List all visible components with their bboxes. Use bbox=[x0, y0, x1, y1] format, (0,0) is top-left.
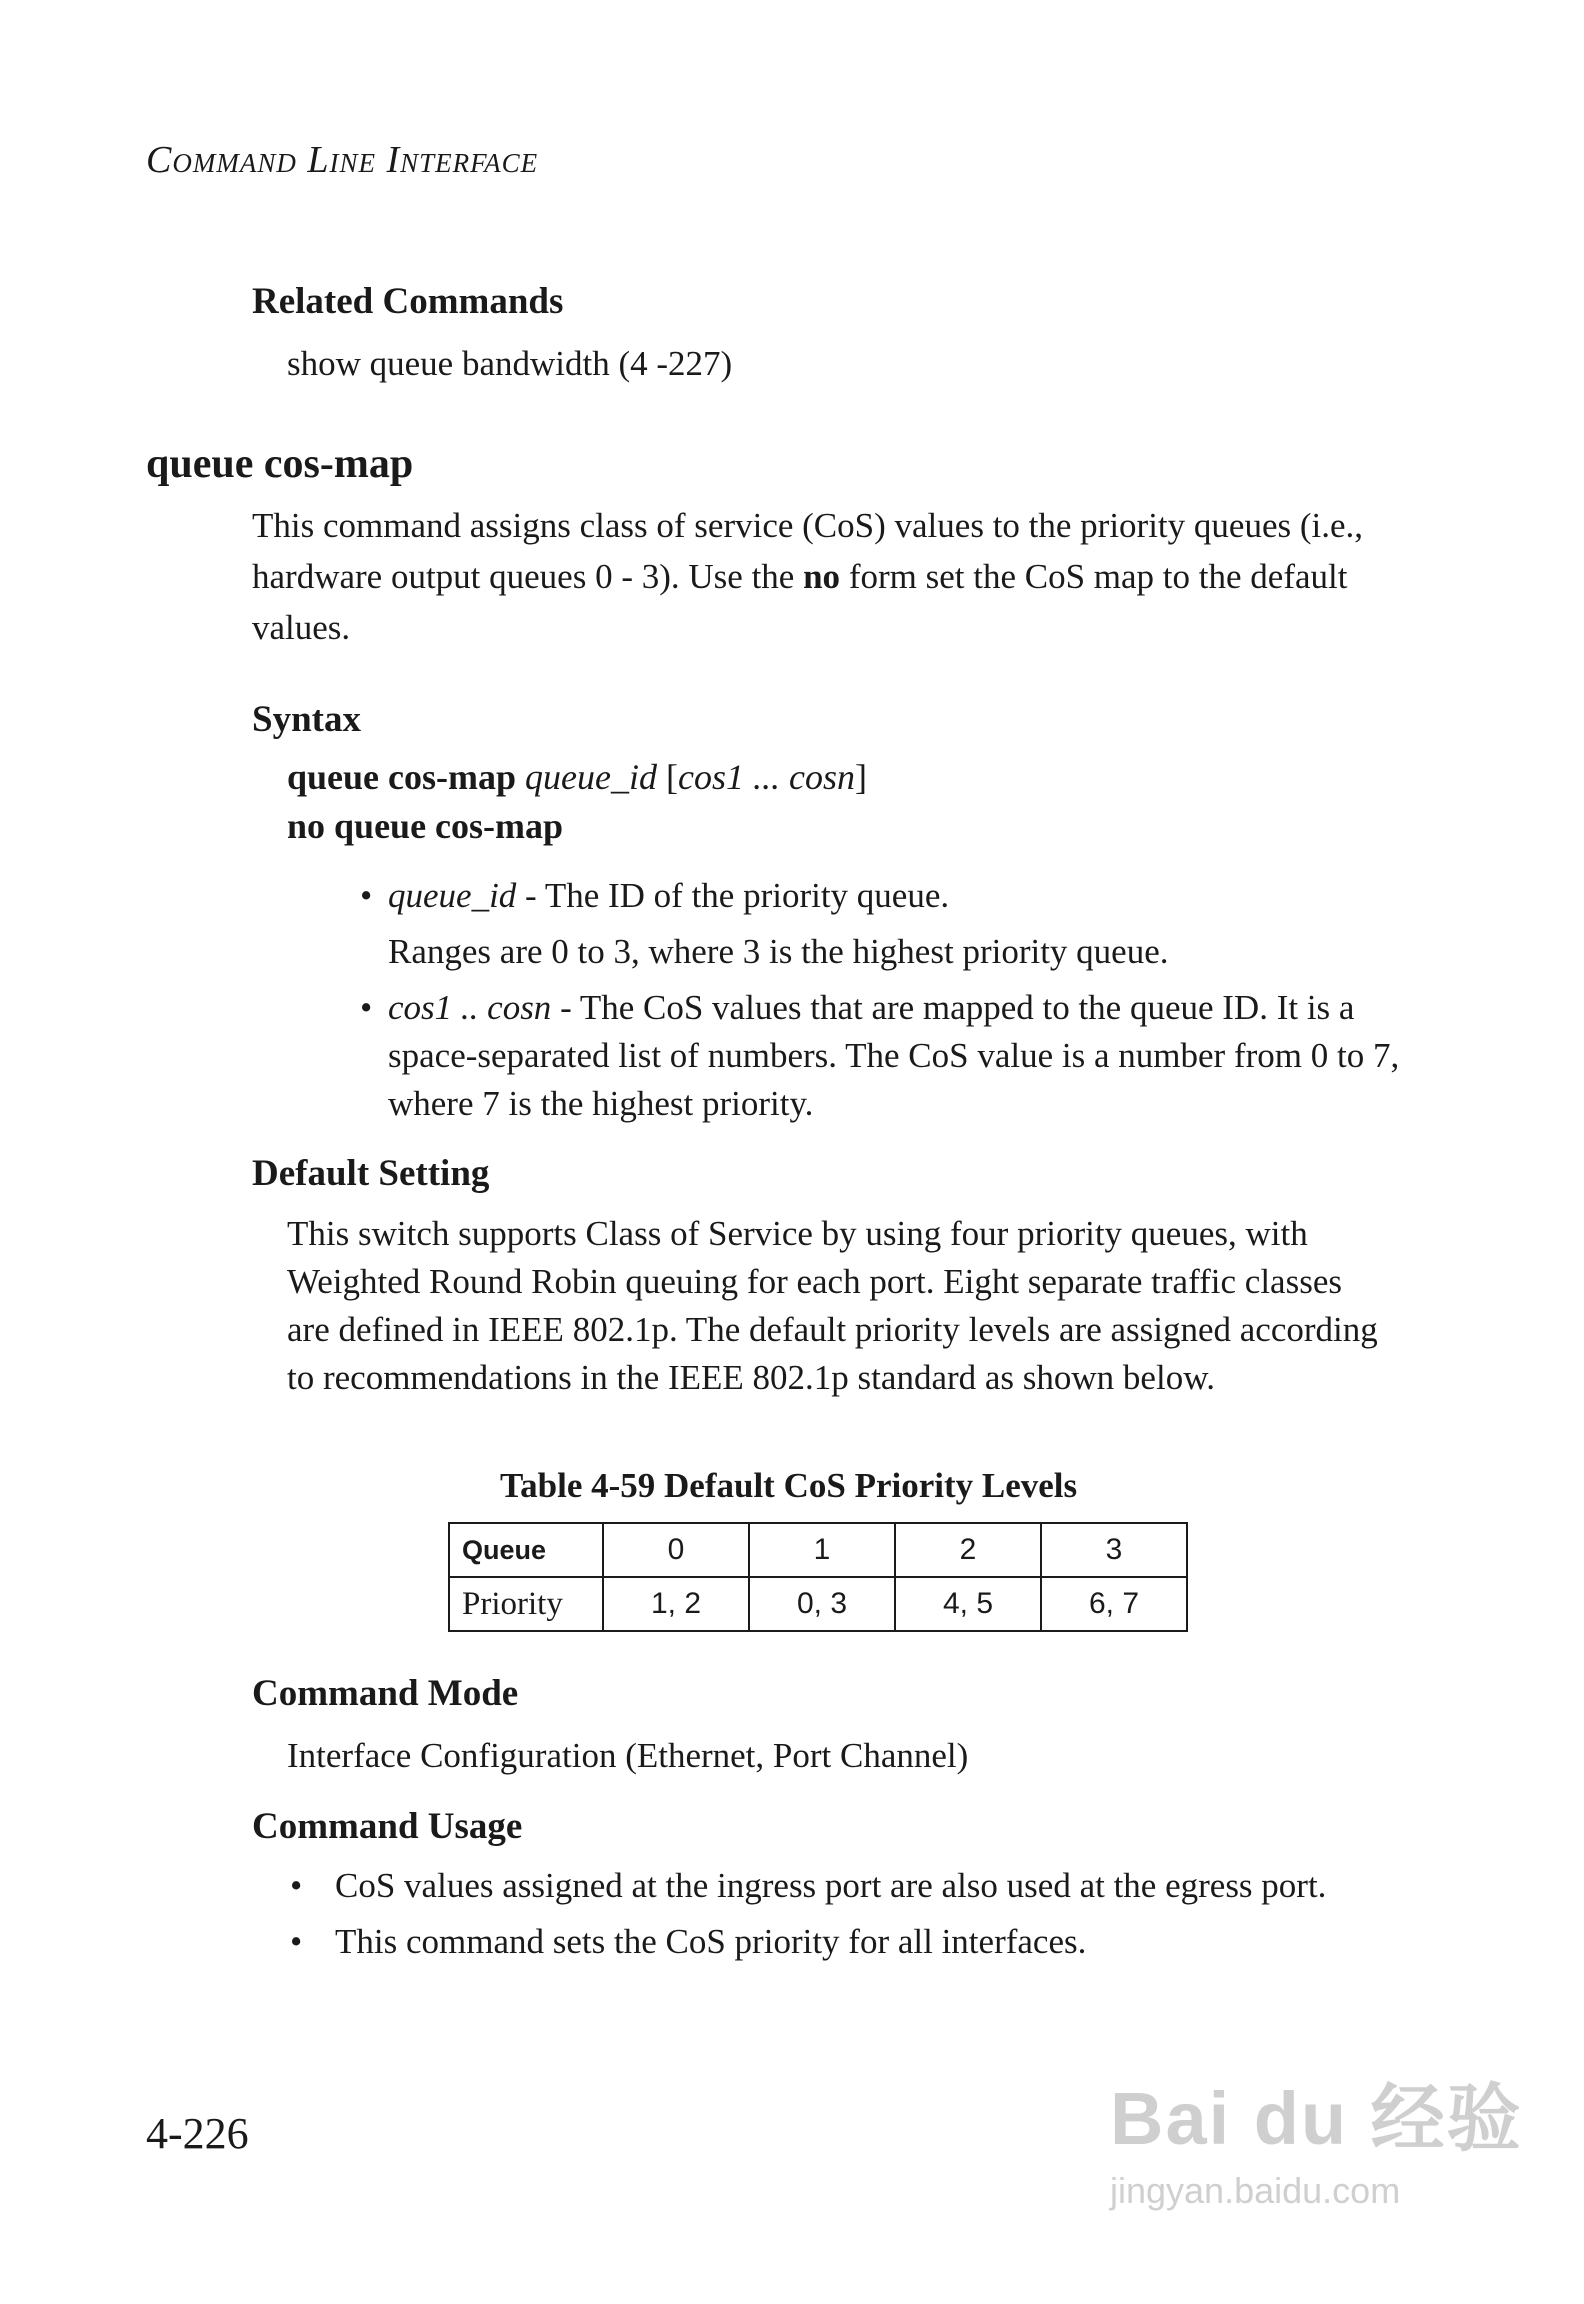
priority-cell: 1, 2 bbox=[603, 1577, 749, 1631]
param-text: - The CoS values that are mapped to the queue ID. It is a space-separated list of numbers. The CoS value is a number from 0 to 7, where 7 is the highest priority. bbox=[388, 988, 1400, 1123]
related-commands-heading: Related Commands bbox=[252, 281, 564, 322]
table-caption: Table 4-59 Default CoS Priority Levels bbox=[500, 1466, 1078, 1505]
priority-cell: 6, 7 bbox=[1041, 1577, 1187, 1631]
watermark-url: jingyan.baidu.com bbox=[1110, 2170, 1401, 2211]
row-label-queue: Queue bbox=[449, 1523, 603, 1577]
description-no-keyword: no bbox=[803, 557, 841, 596]
bullet-marker: • bbox=[290, 1922, 303, 1961]
running-header: Command Line Interface bbox=[146, 139, 539, 181]
command-description bbox=[252, 500, 1412, 653]
row-label-priority: Priority bbox=[449, 1577, 603, 1631]
description-part1: This command assigns class of service (CoS) values to the priority queues (i.e., hardware output queues 0 - 3). Use the bbox=[252, 506, 1364, 596]
default-setting-text: This switch supports Class of Service by using four priority queues, with Weighted Round Robin queuing for each port. Eight separate traffic classes are defined in IEEE 802.1p. The default priority levels are assigned according to recommendations in the IEEE 802.1p standard as shown below. bbox=[287, 1214, 1378, 1397]
table-row bbox=[449, 1577, 1187, 1631]
watermark-logo: Bai du 经验 bbox=[1110, 2077, 1523, 2160]
usage-item: CoS values assigned at the ingress port are also used at the egress port. bbox=[335, 1866, 1327, 1905]
baidu-watermark bbox=[1110, 2060, 1523, 2212]
queue-cell: 1 bbox=[749, 1523, 895, 1577]
bullet-marker: • bbox=[360, 988, 373, 1027]
syntax-line-2: no queue cos-map bbox=[287, 806, 564, 846]
param-queue-id-range: Ranges are 0 to 3, where 3 is the highest priority queue. bbox=[388, 932, 1169, 971]
param-queue-id bbox=[388, 872, 1408, 920]
command-usage-heading: Command Usage bbox=[252, 1806, 523, 1847]
default-setting-heading: Default Setting bbox=[252, 1153, 490, 1194]
cos-priority-table bbox=[448, 1522, 1188, 1632]
syntax-bracket-open: [ bbox=[656, 757, 678, 797]
usage-item: This command sets the CoS priority for all interfaces. bbox=[335, 1922, 1087, 1961]
description-part2: form set the CoS map to the default values. bbox=[252, 557, 1348, 647]
syntax-line-1 bbox=[287, 756, 867, 798]
table-row bbox=[449, 1523, 1187, 1577]
queue-cell: 3 bbox=[1041, 1523, 1187, 1577]
page-number: 4-226 bbox=[146, 2109, 249, 2158]
param-term: queue_id bbox=[388, 876, 517, 915]
queue-cell: 0 bbox=[603, 1523, 749, 1577]
syntax-bracket-close: ] bbox=[854, 757, 867, 797]
command-title: queue cos-map bbox=[146, 441, 414, 487]
command-mode-text: Interface Configuration (Ethernet, Port Channel) bbox=[287, 1736, 969, 1775]
param-term: cos1 .. cosn bbox=[388, 988, 552, 1027]
param-text: - The ID of the priority queue. bbox=[516, 876, 950, 915]
syntax-heading: Syntax bbox=[252, 699, 361, 740]
syntax-optional: cos1 ... cosn bbox=[677, 757, 855, 797]
bullet-marker: • bbox=[360, 876, 373, 915]
param-cos-values bbox=[388, 984, 1408, 1128]
queue-cell: 2 bbox=[895, 1523, 1041, 1577]
related-command-link[interactable]: show queue bandwidth (4 -227) bbox=[287, 344, 733, 383]
bullet-marker: • bbox=[290, 1866, 303, 1905]
priority-cell: 0, 3 bbox=[749, 1577, 895, 1631]
syntax-arg: queue_id bbox=[525, 757, 657, 797]
command-mode-heading: Command Mode bbox=[252, 1673, 519, 1714]
syntax-command: queue cos-map bbox=[287, 757, 517, 797]
priority-cell: 4, 5 bbox=[895, 1577, 1041, 1631]
